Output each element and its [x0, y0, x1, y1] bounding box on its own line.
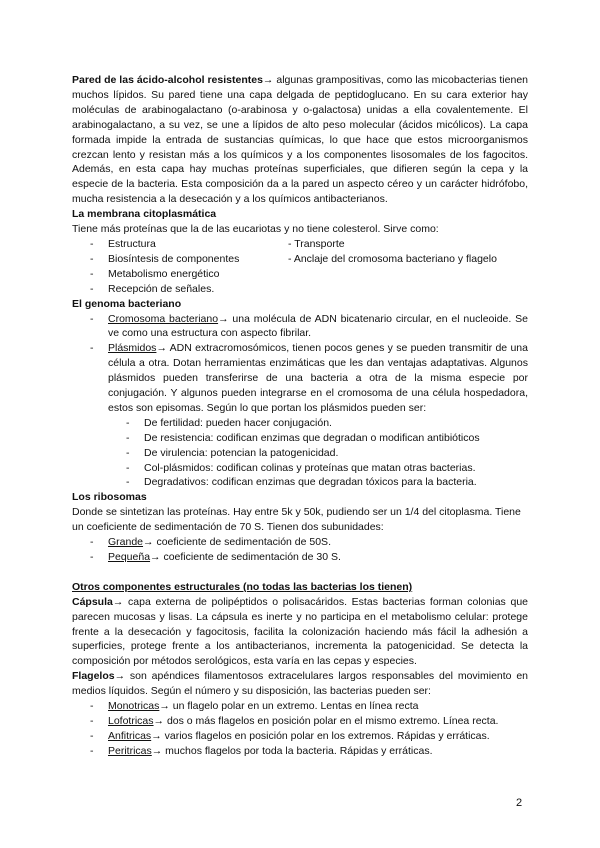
- membrana-item-right-0: - Transporte: [288, 237, 345, 250]
- ribosomas-heading: Los ribosomas: [72, 491, 147, 504]
- list-item: - Pequeña→ coeficiente de sedimentación de 30 S.: [90, 551, 341, 563]
- pared-title: Pared de las ácido-alcohol resistentes: [72, 74, 263, 86]
- list-item: - Cromosoma bacteriano→ una molécula de ADN bicatenario circular, en el nucleoide. Se ve como una estructura con aspecto fibrilar.: [90, 312, 528, 340]
- arrow: →: [218, 312, 229, 325]
- arrow: →: [150, 551, 161, 563]
- plasmid-type: De fertilidad: pueden hacer conjugación.: [144, 416, 332, 429]
- list-item: - Biosíntesis de componentes - Anclaje del cromosoma bacteriano y flagelo: [72, 252, 528, 267]
- arrow: →: [114, 670, 126, 683]
- arrow: →: [262, 74, 274, 86]
- ribosomas-text: Donde se sintetizan las proteínas. Hay entre 5k y 50k, pudiendo ser un 1/4 del citoplasma. Tiene un coeficiente de sedimentación de 70 S. Tienen dos subunidades:: [72, 506, 521, 534]
- arrow: →: [112, 595, 124, 608]
- pared-paragraph: [72, 73, 528, 207]
- document-page: [72, 73, 528, 759]
- genoma-heading: El genoma bacteriano: [72, 297, 182, 310]
- list-item: - Col-plásmidos: codifican colinas y proteínas que matan otras bacterias.: [126, 461, 476, 474]
- list-item: - Estructura - Transporte: [72, 237, 528, 252]
- list-item: - Degradativos: codifican enzimas que degradan tóxicos para la bacteria.: [126, 476, 477, 489]
- grande-term: Grande: [108, 536, 144, 549]
- list-item: - De virulencia: potencian la patogenicidad.: [126, 446, 339, 459]
- capsula-paragraph: Cápsula→ capa externa de polipéptidos o polisacáridos. Estas bacterias forman colonias que parecen mucosas y lisas. La cápsula es inerte y no participa en el metabolismo celular: protege frente a la desecación y fagocitosis, facilita la colonización haciendo más fácil la adhesión a superficies, protege frente a los antibacterianos, incrementa la patogenicidad. Se detecta la composición por métodos serológicos, esta varía en las cepas y especies.: [72, 595, 528, 668]
- arrow: →: [151, 744, 163, 757]
- plasmidos-text: ADN extracromosómicos, tienen pocos genes y se pueden transmitir de una célula a otra. Dotan herramientas enzimáticas que les dan ventajas adaptativas. Algunos plásmidos pueden transferirse de una bacteria a otra de la misma especie por conjugación. Y algunos pueden integrarse en el cromosoma de una célula hospedadora, estos son episomas. Según lo que portan los plásmidos pueden ser:: [108, 342, 528, 414]
- membrana-intro: Tiene más proteínas que la de las eucariotas y no tiene colesterol. Sirve como:: [72, 223, 439, 236]
- plasmid-type: De resistencia: codifican enzimas que degradan o modifican antibióticos: [144, 431, 480, 444]
- page-number: 2: [516, 797, 523, 809]
- arrow: →: [153, 714, 165, 727]
- capsula-term: Cápsula: [72, 595, 113, 608]
- list-item: - Monotricas→ un flagelo polar en un extremo. Lentas en línea recta: [90, 700, 419, 713]
- pequena-term: Pequeña: [108, 551, 151, 563]
- plasmidos-term: Plásmidos: [108, 342, 157, 355]
- list-item: - Recepción de señales.: [72, 282, 528, 297]
- membrana-item-0: Estructura: [108, 237, 156, 250]
- list-item: - Grande→ coeficiente de sedimentación de 50S.: [90, 536, 331, 549]
- list-item: - De resistencia: codifican enzimas que degradan o modifican antibióticos: [126, 431, 480, 444]
- membrana-item-1: Biosíntesis de componentes: [108, 252, 240, 265]
- list-item: - De fertilidad: pueden hacer conjugación.: [126, 416, 332, 429]
- list-item: - Plásmidos→ ADN extracromosómicos, tienen pocos genes y se pueden transmitir de una célula a otra. Dotan herramientas enzimáticas que les dan ventajas adaptativas. Algunos plásmidos pueden transferirse de una bacteria a otra de la misma especie por conjugación. Y algunos pueden integrarse en el cromosoma de una célula hospedadora, estos son episomas. Según lo que portan los plásmidos pueden ser:: [90, 342, 528, 414]
- otros-heading: Otros componentes estructurales (no todas las bacterias los tienen): [72, 580, 413, 593]
- cromosoma-term: Cromosoma bacteriano: [108, 312, 219, 325]
- flagelos-term: Flagelos: [72, 670, 115, 683]
- arrow: →: [159, 700, 170, 713]
- membrana-heading: La membrana citoplasmática: [72, 208, 217, 221]
- membrana-item-right-1: - Anclaje del cromosoma bacteriano y flagelo: [288, 252, 497, 265]
- pared-text: algunas grampositivas, como las micobacterias tienen muchos lípidos. Su pared tiene una capa delgada de peptidoglucano. En su cara exterior hay moléculas de arabinogalactano (o-arabinosa y o-galactosa) unidas a ella covalentemente. El arabinogalactano, a su vez, se une a lípidos de alto peso molecular (ácidos micólicos). La capa formada impide la entrada de sustancias químicas, lo que hace que estos microorganismos crezcan lento y resistan más a los químicos y a los componentes lisosomales de los fagocitos. Además, en esta capa hay muchas proteínas superficiales, que difieren según la cepa y la especie de la bacteria. Esta composición da a la pared un aspecto céreo y un carácter hidrófobo, mucha resistencia a la desecación y a los químicos antibacterianos.: [72, 74, 528, 206]
- list-item: - Anfitricas→ varios flagelos en posición polar en los extremos. Rápidas y erráticas.: [90, 729, 490, 742]
- membrana-item-3: Recepción de señales.: [108, 282, 215, 295]
- arrow: →: [156, 342, 167, 355]
- cromosoma-text: una molécula de ADN bicatenario circular, en el nucleoide. Se ve como una estructura con aspecto fibrilar.: [108, 312, 528, 340]
- membrana-item-2: Metabolismo energético: [108, 267, 220, 280]
- list-item: - Lofotricas→ dos o más flagelos en posición polar en el mismo extremo. Línea recta.: [90, 714, 499, 727]
- list-item: - Metabolismo energético: [72, 267, 528, 282]
- arrow: →: [143, 536, 154, 549]
- plasmid-type: Col-plásmidos: codifican colinas y proteínas que matan otras bacterias.: [144, 461, 476, 474]
- plasmid-type: De virulencia: potencian la patogenicidad.: [144, 446, 339, 459]
- arrow: →: [151, 729, 162, 742]
- list-item: - Peritricas→ muchos flagelos por toda la bacteria. Rápidas y erráticas.: [90, 744, 433, 757]
- flagelos-paragraph: Flagelos→ son apéndices filamentosos extracelulares largos responsables del movimiento en medios líquidos. Según el número y su disposición, las bacterias pueden ser:: [72, 670, 528, 698]
- plasmid-type: Degradativos: codifican enzimas que degradan tóxicos para la bacteria.: [144, 476, 477, 489]
